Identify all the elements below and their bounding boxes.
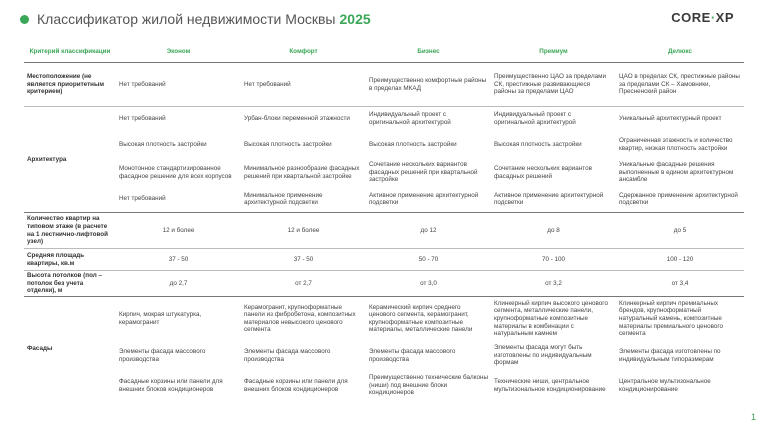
row-label-avg-area: Средняя площадь квартиры, кв.м — [24, 249, 116, 271]
table-cell: Кирпич, мокрая штукатурка, керамогранит — [116, 297, 241, 341]
column-header-criterion: Критерий классификации — [29, 48, 111, 56]
title-year: 2025 — [339, 11, 371, 27]
table-cell: Элементы фасада массового производства — [119, 347, 206, 363]
table-cell: Нет требований — [119, 195, 166, 203]
table-cell: Преимущественно ЦАО за пределами СК, престижные развивающиеся районы за пределами ЦАО — [491, 63, 616, 107]
table-cell: Индивидуальный проект с оригинальной архитектурой — [491, 107, 616, 131]
table-cell: 50 - 70 — [366, 249, 491, 271]
table-row-architecture — [24, 131, 744, 159]
table-cell: до 5 — [616, 213, 744, 249]
page-header — [20, 9, 371, 29]
table-cell: Индивидуальный проект с оригинальной архитектурой — [366, 107, 491, 131]
table-cell: 100 - 120 — [616, 249, 744, 271]
table-cell: Элементы фасада изготовлены по индивидуальным типоразмерам — [619, 347, 721, 363]
table-row-architecture — [24, 159, 744, 187]
row-label-location: Местоположение (не является приоритетным критерием) — [24, 63, 116, 107]
table-cell: Преимущественно технические балконы (ниши) под внешние блоки кондиционеров — [369, 374, 488, 397]
table-cell: от 3,0 — [366, 271, 491, 297]
table-cell: Минимальное применение архитектурной подсветки — [244, 191, 323, 207]
column-header-econom: Эконом — [166, 48, 191, 56]
table-cell: Фасадные корзины или панели для внешних блоков кондиционеров — [244, 377, 348, 393]
table-row-architecture — [24, 107, 744, 131]
table-cell: Элементы фасада массового производства — [244, 347, 331, 363]
table-header-row — [24, 42, 744, 63]
table-cell: Клинкерный кирпич высокого ценового сегмента, металлические панели, крупноформатные композитные материалы в комбинации с натуральным камнем — [491, 297, 616, 341]
table-cell: Активное применение архитектурной подсветки — [369, 191, 479, 207]
row-label-apartments-per-floor: Количество квартир на типовом этаже (в расчете на 1 лестнично-лифтовой узел) — [24, 213, 116, 249]
table-cell: Высокая плотность застройки — [494, 140, 582, 148]
table-cell: 70 - 100 — [491, 249, 616, 271]
table-cell: 12 и более — [241, 213, 366, 249]
table-cell: Ограниченная этажность и количество квартир, низкая плотность застройки — [619, 136, 733, 152]
table-cell: ЦАО в пределах СК, престижные районы за пределами СК – Хамовники, Пресненский район — [616, 63, 744, 107]
table-cell: Нет требований — [116, 107, 241, 131]
table-cell: Сдержанное применение архитектурной подсветки — [619, 191, 738, 207]
table-cell: Урбан-блоки переменной этажности — [241, 107, 366, 131]
table-row-facades — [24, 341, 744, 371]
table-cell: Активное применение архитектурной подсветки — [494, 191, 604, 207]
table-cell: Высокая плотность застройки — [119, 140, 207, 148]
row-label-ceiling-height: Высота потолков (пол – потолок без учета отделки), м — [24, 271, 116, 297]
table-cell: от 3,4 — [616, 271, 744, 297]
table-cell: Элементы фасада могут быть изготовлены по индивидуальным формам — [494, 344, 592, 367]
table-cell: Высокая плотность застройки — [244, 140, 332, 148]
table-cell: Уникальные фасадные решения выполненные в едином архитектурном ансамбле — [619, 161, 734, 184]
table-row-apartments-per-floor — [24, 213, 744, 249]
table-cell: Керамический кирпич среднего ценового сегмента, керамогранит, крупноформатные композитные материалы, металлические панели — [366, 297, 491, 341]
table-row-location — [24, 63, 744, 107]
table-row-ceiling-height — [24, 271, 744, 297]
table-cell: Сочетание нескольких вариантов фасадных решений — [494, 164, 592, 180]
table-cell: Преимущественно комфортные районы в пределах МКАД — [366, 63, 491, 107]
table-cell: Монотонное стандартизированное фасадное решение для всех корпусов — [119, 164, 232, 180]
row-label-facades: Фасады — [24, 297, 116, 401]
table-row-avg-area — [24, 249, 744, 271]
table-cell: Уникальный архитектурный проект — [616, 107, 744, 131]
table-cell: до 12 — [366, 213, 491, 249]
table-cell: Минимальное разнообразие фасадных решений при квартальной застройке — [244, 164, 360, 180]
column-header-premium: Премиум — [539, 48, 568, 56]
bullet-dot-icon — [20, 15, 29, 24]
table-cell: от 2,7 — [241, 271, 366, 297]
table-cell: Нет требований — [116, 63, 241, 107]
page-number: 1 — [750, 412, 756, 422]
table-cell: Элементы фасада массового производства — [369, 347, 456, 363]
company-logo: CORE·XP — [671, 10, 734, 25]
row-label-architecture: Архитектура — [24, 107, 116, 213]
column-header-deluxe: Делюкс — [667, 48, 692, 56]
table-cell: Сочетание нескольких вариантов фасадных решений при квартальной застройке — [369, 161, 478, 184]
column-header-comfort: Комфорт — [289, 48, 318, 56]
page-title: Классификатор жилой недвижимости Москвы 2025 — [37, 11, 371, 27]
table-cell: до 8 — [491, 213, 616, 249]
table-cell: Нет требований — [241, 63, 366, 107]
table-cell: Керамогранит, крупноформатные панели из фибробетона, композитных материалов невысокого ценового сегмента — [241, 297, 366, 341]
table-cell: до 2,7 — [116, 271, 241, 297]
table-cell: Технические ниши, центральное мультизональное кондиционирование — [494, 377, 606, 393]
table-cell: Центральное мультизональное кондиционирование — [619, 377, 711, 393]
column-header-business: Бизнес — [417, 48, 440, 56]
table-cell: 12 и более — [116, 213, 241, 249]
table-cell: 37 - 50 — [116, 249, 241, 271]
table-row-architecture — [24, 187, 744, 213]
table-row-facades — [24, 371, 744, 401]
table-cell: от 3,2 — [491, 271, 616, 297]
table-cell: Клинкерный кирпич премиальных брендов, крупноформатный натуральный камень, композитные материалы премиального ценового сегмента — [616, 297, 744, 341]
table-cell: Высокая плотность застройки — [369, 140, 457, 148]
classification-table — [24, 42, 744, 401]
table-cell: 37 - 50 — [241, 249, 366, 271]
table-cell: Фасадные корзины или панели для внешних блоков кондиционеров — [119, 377, 223, 393]
table-row-facades — [24, 297, 744, 341]
